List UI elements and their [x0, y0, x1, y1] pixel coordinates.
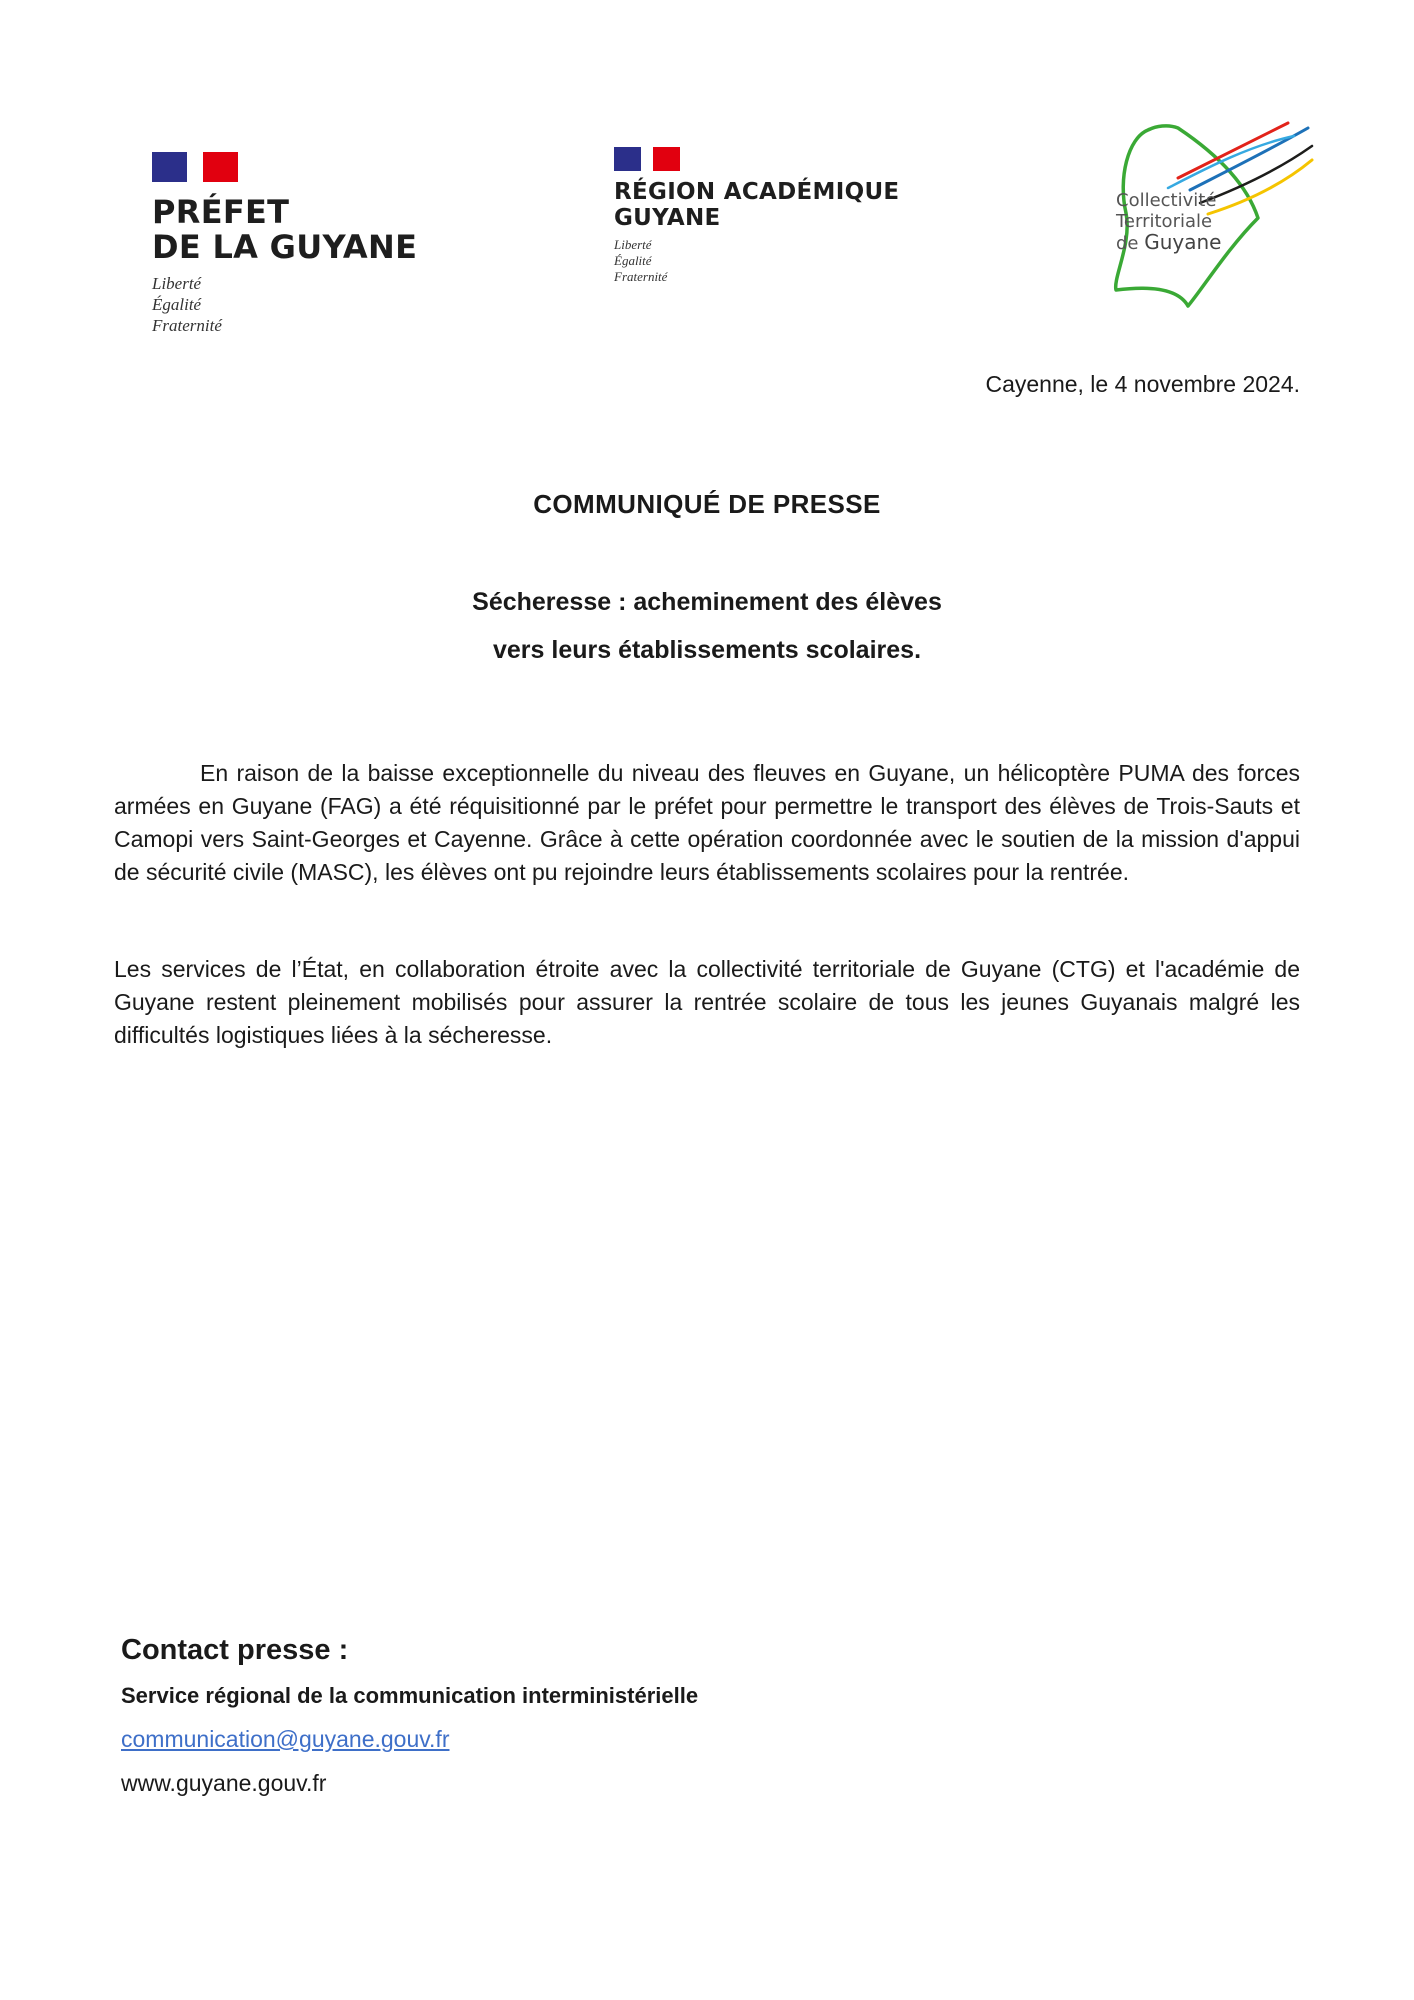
motto-egalite: Égalité: [614, 253, 652, 268]
academie-motto: [614, 237, 899, 285]
ctg-line3: [1116, 232, 1221, 254]
prefet-motto: [152, 273, 417, 336]
ctg-name: [1116, 190, 1221, 254]
headline: [0, 578, 1414, 674]
motto-liberte: Liberté: [614, 237, 652, 252]
prefet-name-line1: PRÉFET: [152, 193, 290, 231]
ctg-line2: Territoriale: [1116, 211, 1213, 232]
contact-website: www.guyane.gouv.fr: [121, 1770, 327, 1796]
ctg-logo: [1108, 118, 1318, 318]
academie-logo: [614, 147, 899, 285]
motto-liberte: Liberté: [152, 274, 202, 293]
motto-egalite: Égalité: [152, 295, 202, 314]
academie-name-line1: RÉGION ACADÉMIQUE: [614, 179, 900, 205]
academie-name: [614, 179, 899, 231]
prefet-name: [152, 195, 417, 265]
contact-service: Service régional de la communication interministérielle: [121, 1683, 699, 1708]
ctg-line3-name: Guyane: [1144, 230, 1222, 254]
headline-line2: vers leurs établissements scolaires.: [492, 636, 922, 664]
prefet-name-line2: DE LA GUYANE: [152, 228, 418, 266]
headline-line1: Sécheresse : acheminement des élèves: [472, 588, 942, 616]
body-paragraph-1: En raison de la baisse exceptionnelle du niveau des fleuves en Guyane, un hélicoptère PUMA des forces armées en Guyane (FAG) a été réquisitionné par le préfet pour permettre le transport des élèves de Trois-Sauts et Camopi vers Saint-Georges et Cayenne. Grâce à cette opération coordonnée avec le soutien de la mission d'appui de sécurité civile (MASC), les élèves ont pu rejoindre leurs établissements scolaires pour la rentrée.: [114, 760, 1300, 885]
french-flag-icon: [152, 152, 238, 182]
academie-name-line2: GUYANE: [614, 205, 721, 231]
contact-title: Contact presse :: [121, 1634, 349, 1666]
ctg-line3-prefix: de: [1116, 233, 1139, 254]
date-line: Cayenne, le 4 novembre 2024.: [985, 371, 1300, 397]
contact-email-link[interactable]: communication@guyane.gouv.fr: [121, 1726, 450, 1752]
document-type-title: COMMUNIQUÉ DE PRESSE: [533, 489, 881, 519]
prefet-logo: [152, 152, 417, 336]
motto-fraternite: Fraternité: [152, 316, 222, 335]
body-paragraph-2: Les services de l’État, en collaboration étroite avec la collectivité territoriale de Guyane (CTG) et l'académie de Guyane restent pleinement mobilisés pour assurer la rentrée scolaire de tous les jeunes Guyanais malgré les difficultés logistiques liées à la sécheresse.: [114, 956, 1300, 1048]
motto-fraternite: Fraternité: [614, 269, 668, 284]
ctg-line1: Collectivité: [1116, 190, 1217, 211]
french-flag-icon: [614, 147, 680, 171]
